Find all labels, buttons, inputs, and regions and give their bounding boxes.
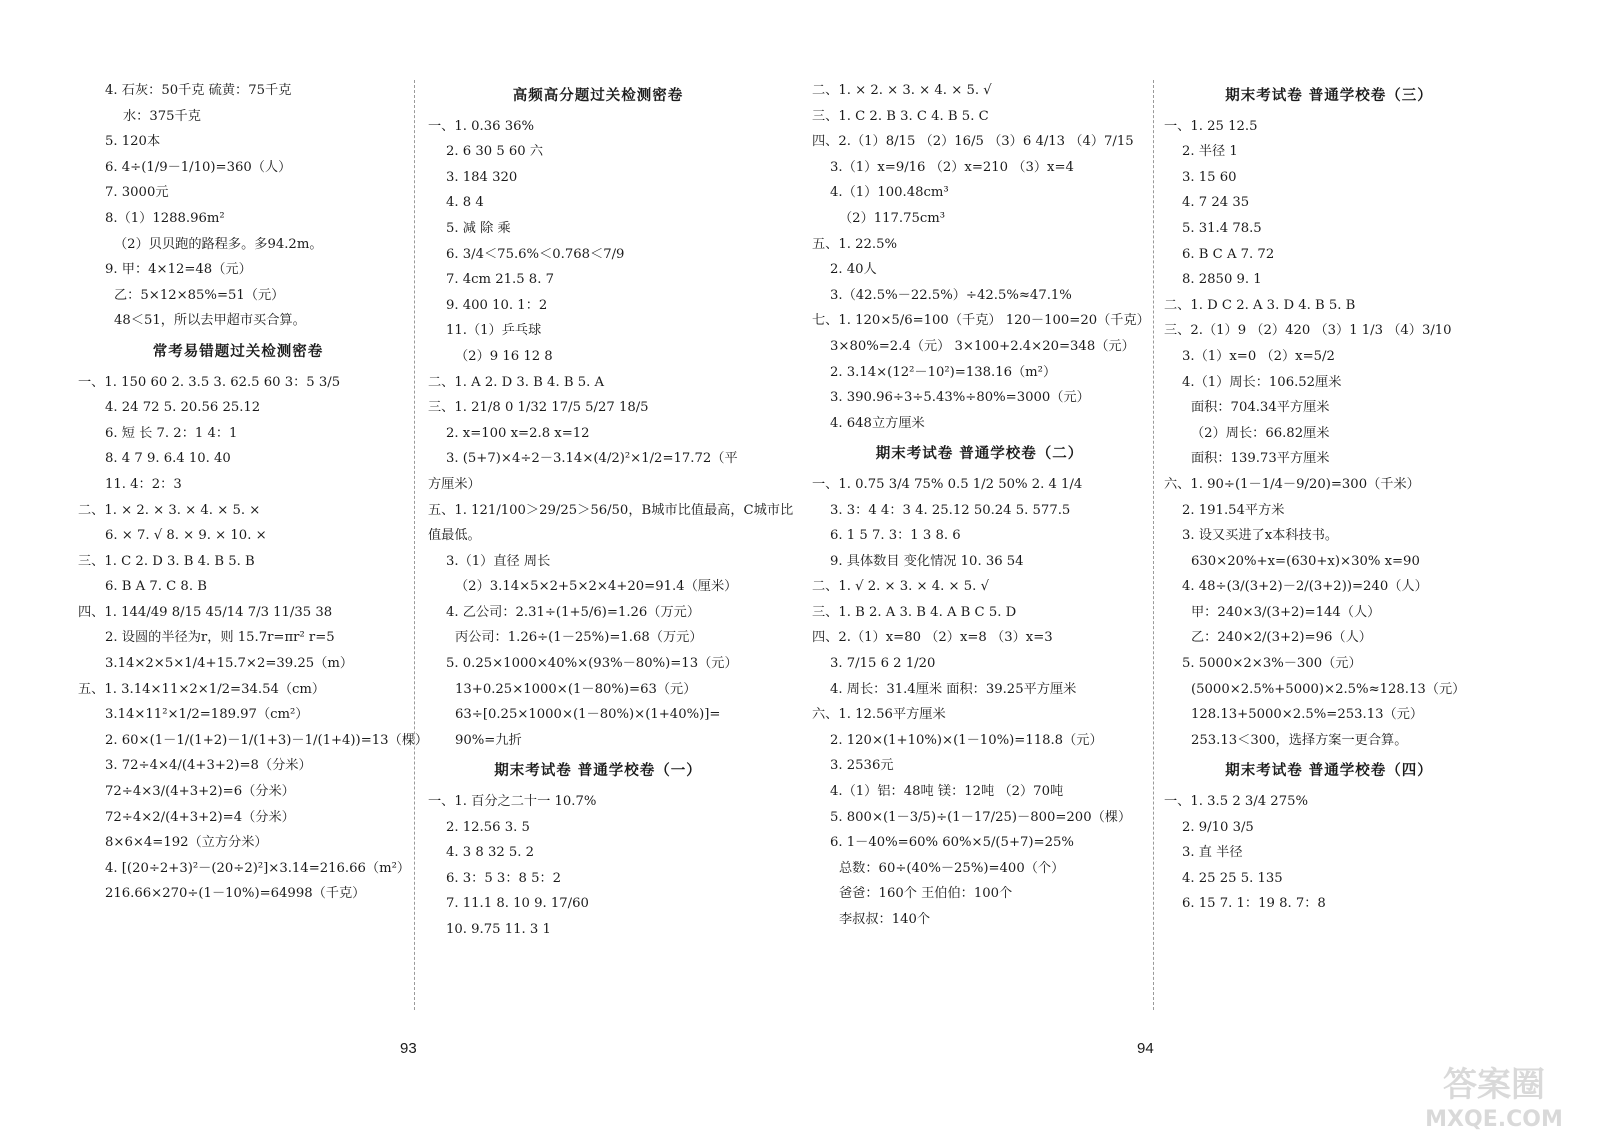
- answer-line: 乙：240×2/(3+2)=96（人）: [1191, 630, 1372, 646]
- answer-line: 面积：704.34平方厘米: [1191, 400, 1330, 416]
- answer-line: 2. 设圆的半径为r，则 15.7r=πr² r=5: [105, 630, 335, 646]
- answer-line: 5. 31.4 78.5: [1182, 220, 1262, 236]
- answer-line: 6. 1－40%=60% 60%×5/(5+7)=25%: [830, 835, 1074, 851]
- answer-line: 四、1. 144/49 8/15 45/14 7/3 11/35 38: [78, 604, 333, 620]
- section-heading: 期末考试卷 普通学校卷（二）: [875, 446, 1084, 463]
- answer-line: 13+0.25×1000×(1－80%)=63（元）: [455, 681, 697, 697]
- column-divider-right: [1153, 80, 1154, 1010]
- answer-line: 2. 40人: [830, 262, 877, 278]
- answer-line: 三、2.（1）9 （2）420 （3）1 1/3 （4）3/10: [1164, 323, 1452, 339]
- answer-line: 216.66×270÷(1－10%)=64998（千克）: [105, 886, 366, 902]
- answer-line: 一、1. 0.75 3/4 75% 0.5 1/2 50% 2. 4 1/4: [812, 476, 1083, 492]
- answer-line: （2）9 16 12 8: [455, 348, 553, 364]
- answer-line: 三、1. 21/8 0 1/32 17/5 5/27 18/5: [428, 400, 649, 416]
- answer-line: 2. 120×(1+10%)×(1－10%)=118.8（元）: [830, 732, 1103, 748]
- section-heading: 期末考试卷 普通学校卷（一）: [494, 763, 702, 780]
- answer-line: 三、1. C 2. B 3. C 4. B 5. C: [812, 108, 989, 124]
- answer-line: 3. 15 60: [1182, 169, 1237, 185]
- answer-line: 8×6×4=192（立方分米）: [105, 835, 268, 851]
- section-heading: 期末考试卷 普通学校卷（四）: [1225, 763, 1433, 780]
- column-3: [812, 78, 1150, 933]
- answer-line: 丙公司：1.26÷(1－25%)=1.68（万元）: [455, 630, 703, 646]
- answer-line: 6. 3：5 3：8 5：2: [446, 870, 562, 886]
- answer-line: 48＜51，所以去甲超市买合算。: [114, 313, 306, 329]
- answer-line: 二、1. × 2. × 3. × 4. × 5. √: [812, 83, 992, 98]
- answer-line: 6. 4÷(1/9－1/10)=360（人）: [105, 159, 292, 175]
- answer-line: 90%=九折: [455, 732, 522, 748]
- answer-line: 3. (5+7)×4÷2－3.14×(4/2)²×1/2=17.72（平: [446, 451, 738, 467]
- answer-line: （2）贝贝跑的路程多。多94.2m。: [114, 236, 323, 252]
- answer-line: 7. 4cm 21.5 8. 7: [446, 272, 554, 288]
- answer-line: 4.（1）100.48cm³: [830, 185, 949, 201]
- answer-line: 5. 减 除 乘: [446, 220, 511, 236]
- answer-line: 2. 9/10 3/5: [1182, 819, 1254, 835]
- answer-line: 面积：139.73平方厘米: [1191, 451, 1330, 467]
- answer-line: 6. 1 5 7. 3：1 3 8. 6: [830, 528, 961, 544]
- answer-line: 三、1. C 2. D 3. B 4. B 5. B: [78, 553, 255, 569]
- answer-line: 四、2.（1）x=80 （2）x=8 （3）x=3: [812, 630, 1053, 646]
- watermark-url: MXQE.COM: [1425, 1107, 1563, 1132]
- answer-line: 一、1. 150 60 2. 3.5 3. 62.5 60 3：5 3/5: [78, 374, 341, 390]
- answer-line: 9. 甲：4×12=48（元）: [105, 262, 252, 278]
- answer-line: 水：375千克: [123, 108, 201, 124]
- answer-line: （2）117.75cm³: [839, 210, 946, 226]
- answer-line: 6. B C A 7. 72: [1182, 246, 1275, 262]
- answer-line: 11. 4：2：3: [105, 476, 182, 492]
- section-heading: 期末考试卷 普通学校卷（三）: [1225, 88, 1433, 104]
- answer-line: 一、1. 25 12.5: [1164, 118, 1258, 134]
- answer-line: 5. 0.25×1000×40%×(93%－80%)=13（元）: [446, 656, 738, 672]
- answer-line: 630×20%+x=(630+x)×30% x=90: [1191, 553, 1420, 569]
- answer-line: 4. 24 72 5. 20.56 25.12: [105, 400, 261, 416]
- answer-line: 4. 周长：31.4厘米 面积：39.25平方厘米: [830, 681, 1077, 697]
- answer-line: 3. 72÷4×4/(4+3+2)=8（分米）: [105, 758, 312, 774]
- answer-line: 五、1. 3.14×11×2×1/2=34.54（cm）: [78, 681, 326, 697]
- answer-line: 3.（42.5%－22.5%）÷42.5%≈47.1%: [830, 287, 1072, 303]
- answer-line: 4. 8 4: [446, 195, 484, 211]
- answer-line: 6. 15 7. 1：19 8. 7：8: [1182, 896, 1326, 912]
- answer-line: 4.（1）周长：106.52厘米: [1182, 374, 1342, 390]
- answer-line: 6. × 7. √ 8. × 9. × 10. ×: [105, 528, 267, 544]
- answer-line: 3. 184 320: [446, 169, 518, 185]
- answer-line: 乙：5×12×85%=51（元）: [114, 287, 285, 303]
- answer-line: 4. [(20÷2+3)²－(20÷2)²]×3.14=216.66（m²）: [105, 860, 411, 876]
- answer-line: 8. 2850 9. 1: [1182, 272, 1262, 288]
- answer-line: 2. 12.56 3. 5: [446, 819, 530, 835]
- watermark-logo: [1419, 1058, 1569, 1133]
- answer-line: 五、1. 121/100＞29/25＞56/50，B城市比值最高，C城市比: [428, 502, 794, 518]
- answer-line: 4. 石灰：50千克 硫黄：75千克: [105, 83, 292, 98]
- section-heading: 常考易错题过关检测密卷: [152, 343, 324, 360]
- answer-line: 三、1. B 2. A 3. B 4. A B C 5. D: [812, 604, 1017, 620]
- answer-line: 253.13＜300，选择方案一更合算。: [1191, 732, 1408, 748]
- answer-line: 72÷4×3/(4+3+2)=6（分米）: [105, 784, 295, 800]
- answer-line: 总数：60÷(40%－25%)=400（个）: [839, 860, 1065, 876]
- answer-line: 一、1. 百分之二十一 10.7%: [428, 794, 597, 810]
- answer-line: 爸爸：160个 王伯伯：100个: [839, 886, 1013, 902]
- answer-line: 方厘米）: [428, 476, 481, 492]
- answer-line: 一、1. 3.5 2 3/4 275%: [1164, 794, 1309, 810]
- answer-line: 4. 648立方厘米: [830, 415, 925, 431]
- answer-line: 二、1. √ 2. × 3. × 4. × 5. √: [812, 579, 989, 595]
- answer-line: 3×80%=2.4（元） 3×100+2.4×20=348（元）: [830, 338, 1135, 354]
- answer-line: 五、1. 22.5%: [812, 236, 898, 252]
- answer-line: （2）周长：66.82厘米: [1191, 425, 1330, 441]
- column-2: [428, 78, 794, 943]
- section-heading: 高频高分题过关检测密卷: [512, 88, 684, 104]
- answer-line: 六、1. 90÷(1－1/4－9/20)=300（千米）: [1164, 476, 1420, 492]
- column-4: [1164, 78, 1494, 917]
- answer-line: 3.（1）x=0 （2）x=5/2: [1182, 348, 1335, 364]
- answer-line: 7. 3000元: [105, 185, 169, 201]
- answer-line: 9. 具体数目 变化情况 10. 36 54: [830, 553, 1024, 569]
- answer-line: (5000×2.5%+5000)×2.5%≈128.13（元）: [1191, 681, 1466, 697]
- answer-line: 2. 6 30 5 60 六: [446, 144, 544, 160]
- answer-line: 4. 乙公司：2.31÷(1+5/6)=1.26（万元）: [446, 604, 701, 620]
- answer-line: 2. x=100 x=2.8 x=12: [446, 425, 590, 441]
- answer-line: 3. 2536元: [830, 758, 894, 774]
- answer-line: 5. 120本: [105, 134, 161, 150]
- answer-line: 3. 设又买进了x本科技书。: [1182, 528, 1339, 544]
- answer-line: 128.13+5000×2.5%=253.13（元）: [1191, 707, 1424, 723]
- answer-line: 四、2.（1）8/15 （2）16/5 （3）6 4/13 （4）7/15: [812, 134, 1134, 150]
- answer-line: 3. 7/15 6 2 1/20: [830, 656, 936, 672]
- answer-line: 一、1. 0.36 36%: [428, 118, 535, 134]
- column-1: [78, 78, 429, 907]
- answer-line: 二、1. × 2. × 3. × 4. × 5. ×: [78, 502, 261, 518]
- answer-line: 2. 60×(1－1/(1+2)－1/(1+3)－1/(1+4))=13（棵）: [105, 732, 429, 748]
- answer-line: 甲：240×3/(3+2)=144（人）: [1191, 604, 1381, 620]
- answer-line: 4.（1）铝：48吨 镁：12吨 （2）70吨: [830, 784, 1064, 800]
- answer-line: 二、1. A 2. D 3. B 4. B 5. A: [428, 374, 605, 390]
- answer-line: 4. 48÷(3/(3+2)－2/(3+2))=240（人）: [1182, 579, 1428, 595]
- page-number-right: 94: [1137, 1040, 1154, 1057]
- answer-line: （2）3.14×5×2+5×2×4+20=91.4（厘米）: [455, 579, 738, 595]
- answer-line: 3.14×2×5×1/4+15.7×2=39.25（m）: [105, 656, 354, 672]
- answer-line: 4. 3 8 32 5. 2: [446, 845, 535, 861]
- answer-line: 8.（1）1288.96m²: [105, 210, 225, 226]
- answer-line: 5. 5000×2×3%－300（元）: [1182, 656, 1362, 672]
- answer-line: 8. 4 7 9. 6.4 10. 40: [105, 451, 231, 467]
- answer-line: 值最低。: [428, 528, 481, 544]
- page-number-left: 93: [400, 1040, 417, 1057]
- answer-line: 7. 11.1 8. 10 9. 17/60: [446, 896, 589, 912]
- answer-line: 4. 7 24 35: [1182, 195, 1250, 211]
- answer-line: 63÷[0.25×1000×(1－80%)×(1+40%)]=: [455, 707, 721, 723]
- answer-line: 2. 半径 1: [1182, 144, 1238, 160]
- answer-line: 6. 短 长 7. 2：1 4：1: [105, 425, 238, 441]
- answer-line: 10. 9.75 11. 3 1: [446, 922, 551, 937]
- answer-line: 七、1. 120×5/6=100（千克） 120－100=20（千克）: [812, 313, 1150, 329]
- answer-line: 9. 400 10. 1：2: [446, 297, 548, 313]
- answer-line: 2. 191.54平方米: [1182, 502, 1285, 518]
- answer-line: 六、1. 12.56平方厘米: [812, 707, 946, 723]
- answer-line: 72÷4×2/(4+3+2)=4（分米）: [105, 809, 295, 825]
- answer-line: 2. 3.14×(12²－10²)=138.16（m²）: [830, 364, 1057, 380]
- answer-line: 二、1. D C 2. A 3. D 4. B 5. B: [1164, 297, 1356, 313]
- answer-line: 3.（1）直径 周长: [446, 553, 551, 569]
- column-divider-left: [414, 80, 415, 1010]
- answer-line: 李叔叔：140个: [839, 912, 931, 927]
- answer-line: 3. 直 半径: [1182, 845, 1243, 861]
- answer-line: 11.（1）乒乓球: [446, 323, 542, 339]
- answer-line: 3.（1）x=9/16 （2）x=210 （3）x=4: [830, 159, 1074, 175]
- answer-line: 6. 3/4＜75.6%＜0.768＜7/9: [446, 246, 625, 262]
- answer-line: 3.14×11²×1/2=189.97（cm²）: [105, 707, 309, 723]
- answer-line: 3. 3：4 4：3 4. 25.12 50.24 5. 577.5: [830, 502, 1071, 518]
- answer-line: 5. 800×(1－3/5)÷(1－17/25)－800=200（棵）: [830, 809, 1132, 825]
- answer-line: 4. 25 25 5. 135: [1182, 870, 1283, 886]
- answer-line: 6. B A 7. C 8. B: [105, 579, 207, 595]
- watermark-text: 答案圈: [1443, 1065, 1545, 1105]
- answer-line: 3. 390.96÷3÷5.43%÷80%=3000（元）: [830, 390, 1090, 406]
